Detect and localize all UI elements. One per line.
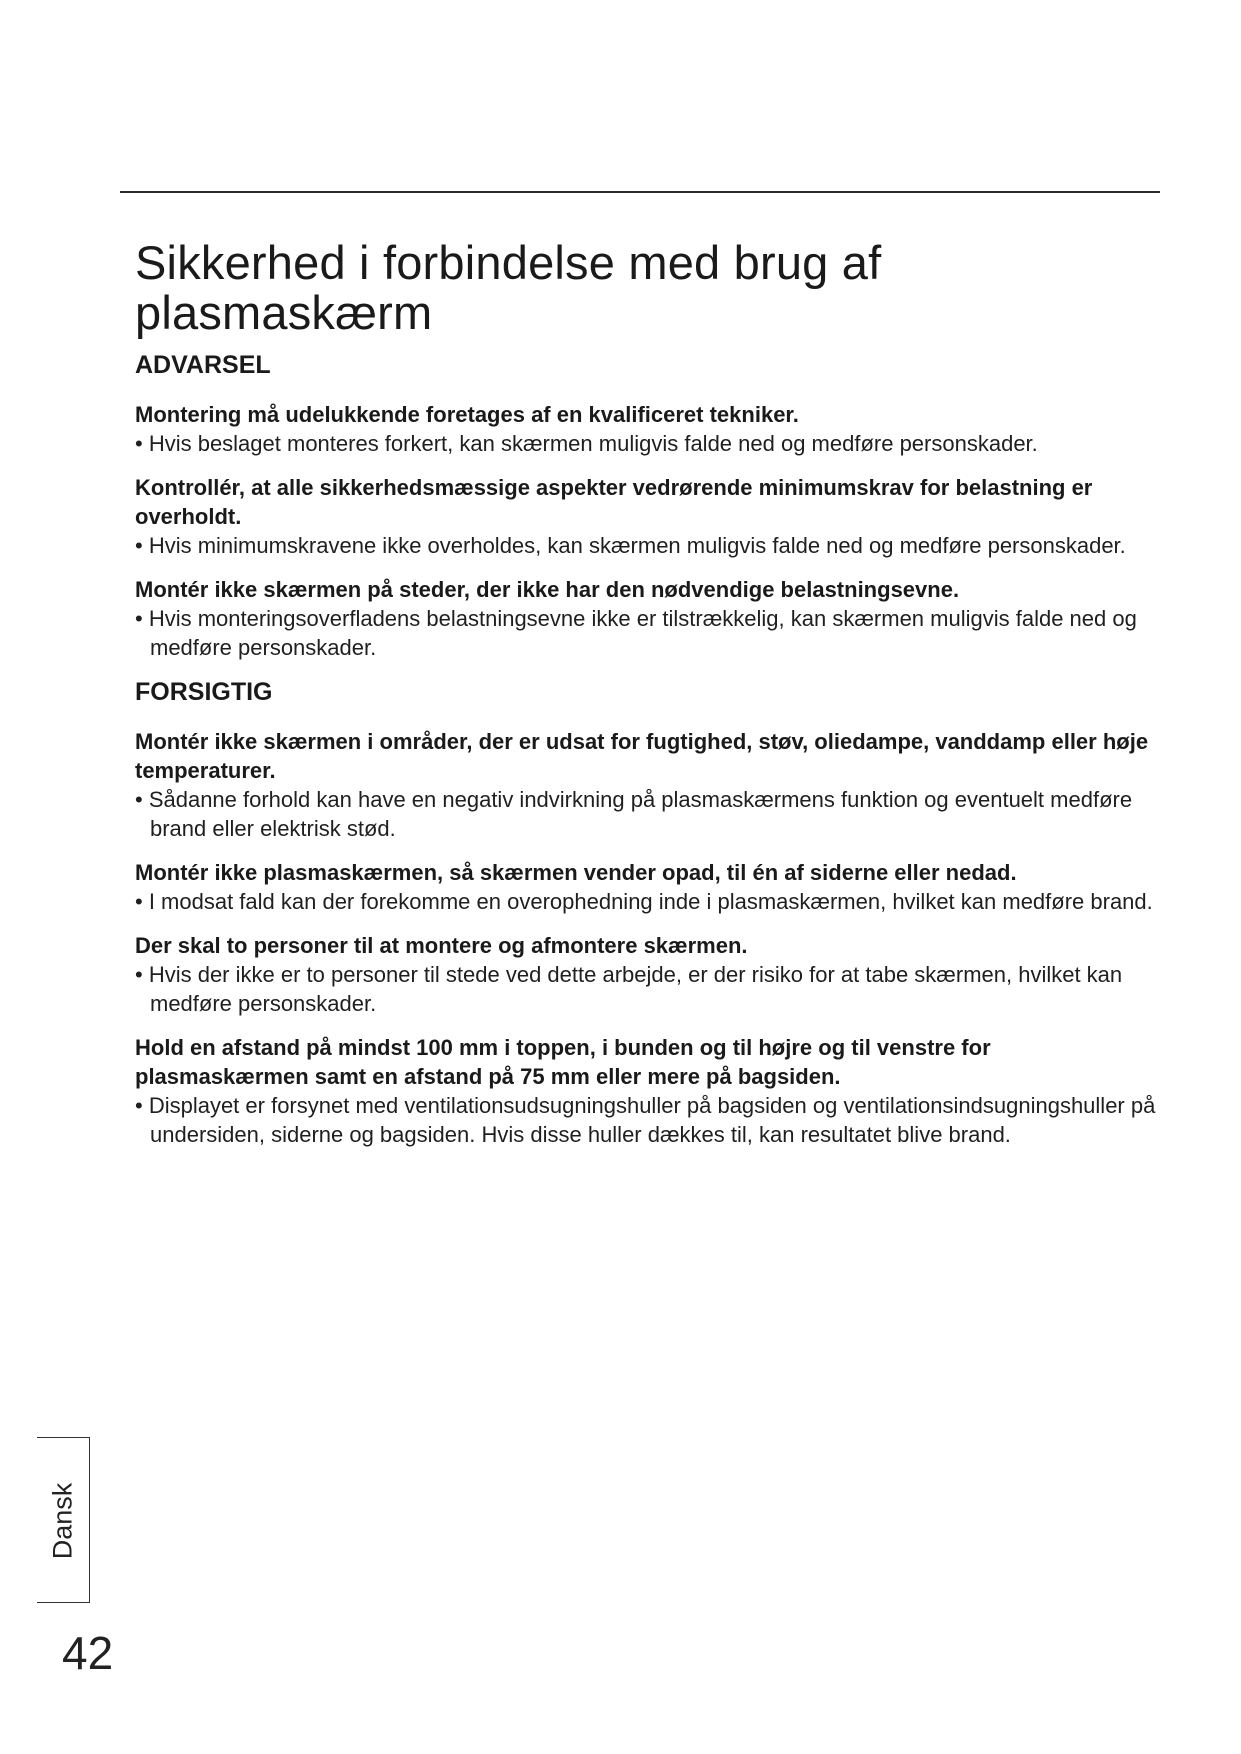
item-title: Montér ikke skærmen på steder, der ikke har den nødvendige belastningsevne. xyxy=(135,577,960,602)
item-title: Montér ikke plasmaskærmen, så skærmen vender opad, til én af siderne eller nedad. xyxy=(135,860,1017,885)
item-title: Montér ikke skærmen i områder, der er udsat for fugtighed, støv, oliedampe, vanddamp eller høje temperaturer. xyxy=(135,729,1149,783)
item-bullet: • Hvis der ikke er to personer til stede ved dette arbejde, er der risiko for at tabe skærmen, hvilket kan medføre personskader. xyxy=(135,962,1123,1016)
caution-item xyxy=(135,1033,1160,1149)
page-content xyxy=(135,238,1160,1164)
item-title: Montering må udelukkende foretages af en kvalificeret tekniker. xyxy=(135,402,799,427)
item-bullet: • Hvis monteringsoverfladens belastningsevne ikke er tilstrækkelig, kan skærmen muligvis falde ned og medføre personskader. xyxy=(135,606,1137,660)
warning-item xyxy=(135,473,1160,560)
item-bullet: • Hvis beslaget monteres forkert, kan skærmen muligvis falde ned og medføre personskader. xyxy=(135,431,1038,456)
item-bullet: • Displayet er forsynet med ventilationsudsugningshuller på bagsiden og ventilationsindsugningshuller på undersiden, siderne og bagsiden. Hvis disse huller dækkes til, kan resultatet blive brand. xyxy=(135,1093,1156,1147)
language-tab-label: Dansk xyxy=(47,1482,78,1560)
page-number: 42 xyxy=(62,1627,114,1679)
caution-item xyxy=(135,858,1160,916)
caution-section xyxy=(135,677,1160,1149)
item-title: Kontrollér, at alle sikkerhedsmæssige aspekter vedrørende minimumskrav for belastning er overholdt. xyxy=(135,475,1093,529)
warning-heading: ADVARSEL xyxy=(135,351,271,379)
item-bullet: • Hvis minimumskravene ikke overholdes, kan skærmen muligvis falde ned og medføre personskader. xyxy=(135,533,1126,558)
caution-item xyxy=(135,931,1160,1018)
item-bullet: • Sådanne forhold kan have en negativ indvirkning på plasmaskærmens funktion og eventuelt medføre brand eller elektrisk stød. xyxy=(135,787,1133,841)
warning-section xyxy=(135,350,1160,662)
warning-item xyxy=(135,400,1160,458)
caution-heading: FORSIGTIG xyxy=(135,678,273,706)
header-rule xyxy=(120,191,1160,193)
warning-item xyxy=(135,575,1160,662)
page-title: Sikkerhed i forbindelse med brug af plasmaskærm xyxy=(135,236,882,339)
caution-item xyxy=(135,727,1160,843)
language-tab xyxy=(37,1437,90,1603)
item-title: Der skal to personer til at montere og afmontere skærmen. xyxy=(135,933,748,958)
item-title: Hold en afstand på mindst 100 mm i toppen, i bunden og til højre og til venstre for plasmaskærmen samt en afstand på 75 mm eller mere på bagsiden. xyxy=(135,1035,991,1089)
item-bullet: • I modsat fald kan der forekomme en overophedning inde i plasmaskærmen, hvilket kan medføre brand. xyxy=(135,889,1153,914)
